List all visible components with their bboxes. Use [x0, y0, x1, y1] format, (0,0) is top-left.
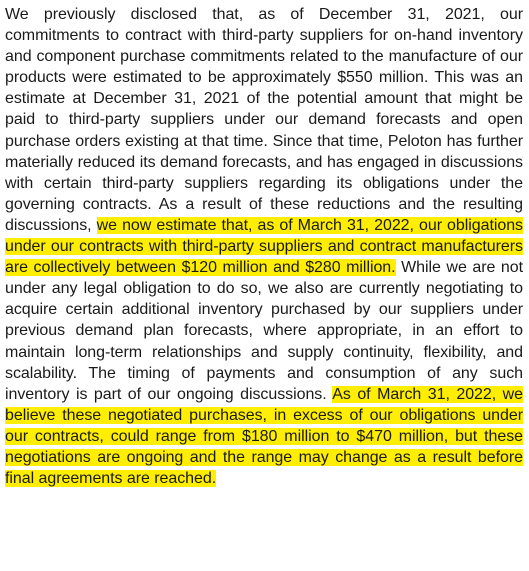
highlighted-text-2: As of March 31, 2022, we believe these negotiated purchases, in excess of our obligations under our contracts, could range from $180 million to $470 million, but these negotiations are ongoing and the range may change as a result before final agreements are reached. [5, 385, 524, 488]
paragraph-text-2: While we are not under any legal obligation to do so, we also are currently negotiating to acquire certain additional inventory purchased by our suppliers under previous demand plan forecasts, where appropriate, in an effort to maintain long-term relationships and supply continuity, flexibility, and scalability. The timing of payments and consumption of any such inventory is part of our ongoing discussions. [5, 259, 523, 403]
paragraph-text-1: We previously disclosed that, as of December 31, 2021, our commitments to contract with third-party suppliers for on-hand inventory and component purchase commitments related to the manufacture of our products were estimated to be approximately $550 million. This was an estimate at December 31, 2021 of the potential amount that might be paid to third-party suppliers under our demand forecasts and open purchase orders existing at that time. Since that time, Peloton has further materially reduced its demand forecasts, and has engaged in discussions with certain third-party suppliers regarding its obligations under the governing contracts. As a result of these reductions and the resulting discussions, [5, 6, 523, 234]
highlighted-text-1: we now estimate that, as of March 31, 2022, our obligations under our contracts with third-party suppliers and contract manufacturers are collectively between $120 million and $280 million. [5, 216, 523, 277]
